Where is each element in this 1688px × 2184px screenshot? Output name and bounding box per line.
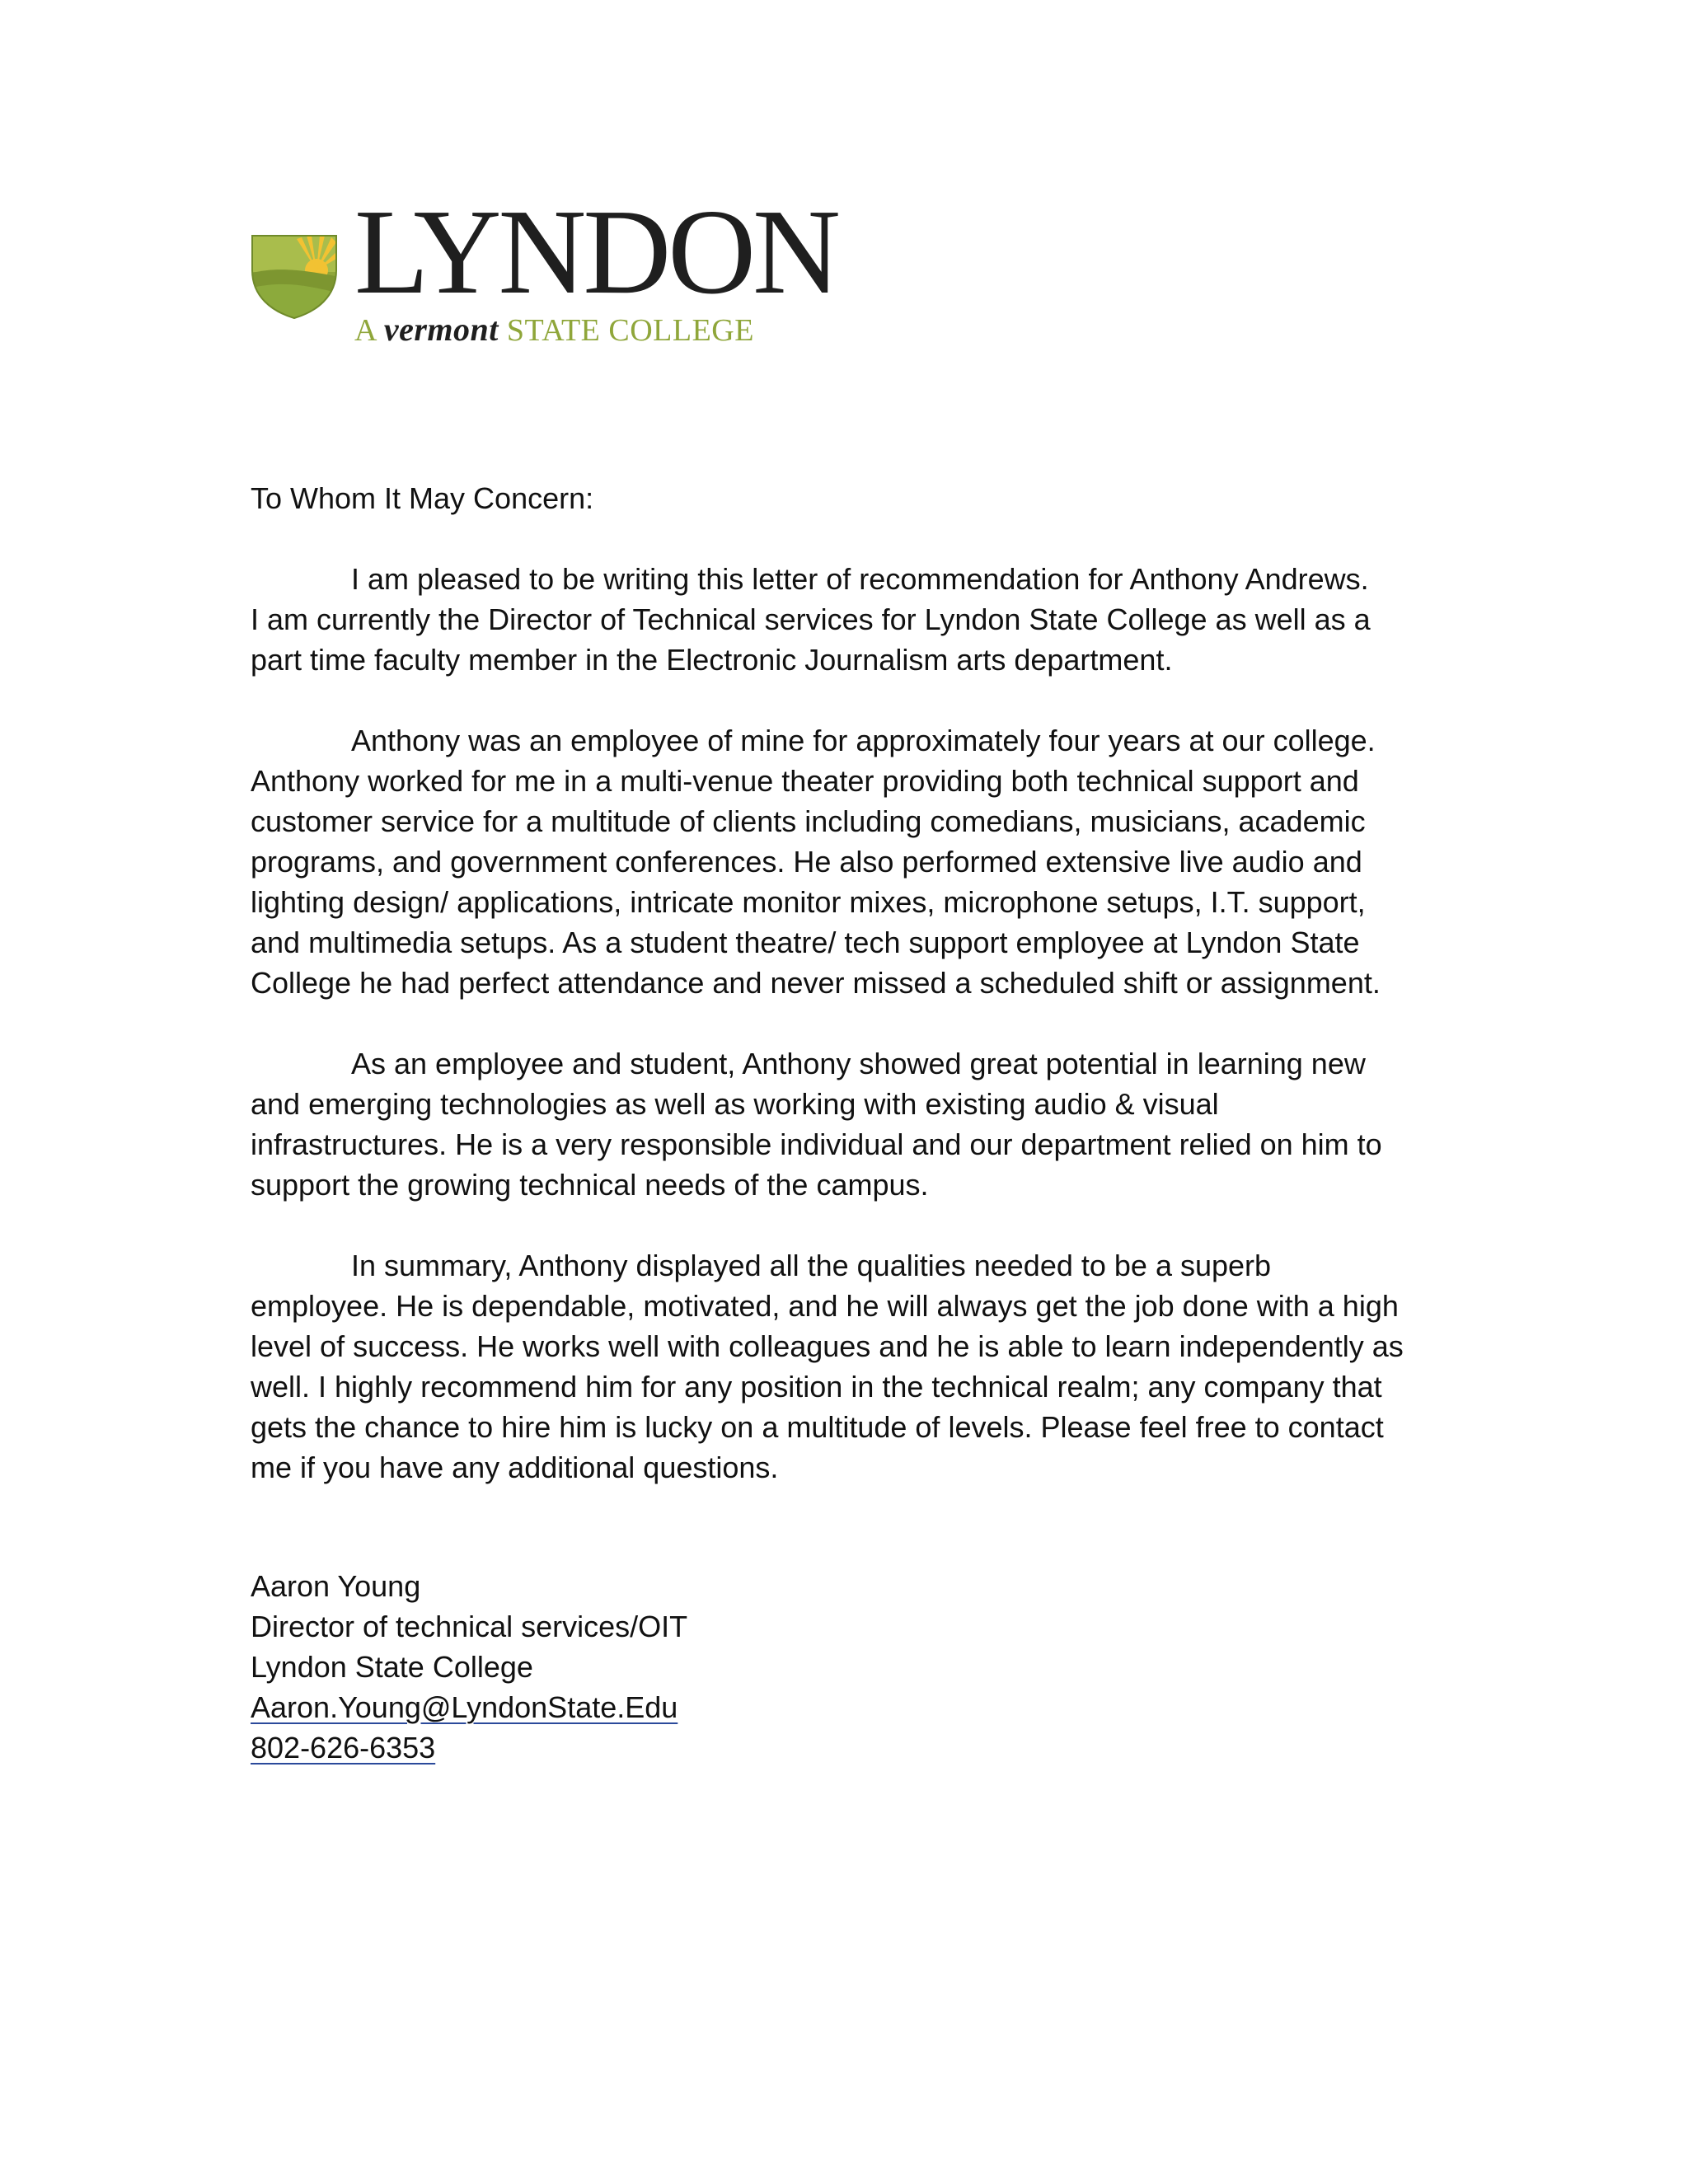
- letter-body: [251, 478, 1446, 1488]
- tagline-state-college: STATE COLLEGE: [506, 313, 754, 348]
- college-logo: [249, 185, 837, 354]
- phone-link[interactable]: 802-626-6353: [251, 1731, 436, 1765]
- tagline-a: A: [354, 313, 376, 348]
- signer-name: Aaron Young: [251, 1569, 421, 1603]
- paragraph-summary: In summary, Anthony displayed all the qualities needed to be a superb employee. He is dependable, motivated, and he will always get the job done with a high level of success. He works well with colleagues and he is able to learn independently as well. I highly recommend him for any position in the technical realm; any company that gets the chance to hire him is lucky on a multitude of levels. Please feel free to contact me if you have any additional questions.: [251, 1249, 1404, 1484]
- salutation: To Whom It May Concern:: [251, 481, 594, 515]
- paragraph-potential: As an employee and student, Anthony showed great potential in learning new and emerging technologies as well as working with existing audio & visual infrastructures. He is a very responsible individual and our department relied on him to support the growing technical needs of the campus.: [251, 1047, 1382, 1202]
- signature-block: [251, 1566, 687, 1768]
- logo-wordmark: LYNDON: [354, 185, 837, 320]
- email-link[interactable]: Aaron.Young@LyndonState.Edu: [251, 1690, 678, 1724]
- signer-title: Director of technical services/OIT: [251, 1610, 688, 1643]
- shield-sun-icon: [249, 231, 340, 320]
- logo-tagline: [354, 313, 754, 346]
- paragraph-employment: Anthony was an employee of mine for approximately four years at our college. Anthony worked for me in a multi-venue theater providing both technical support and customer service for a multitude of clients including comedians, musicians, academic programs, and government conferences. He also performed extensive live audio and lighting design/ applications, intricate monitor mixes, microphone setups, I.T. support, and multimedia setups. As a student theatre/ tech support employee at Lyndon State College he had perfect attendance and never missed a scheduled shift or assignment.: [251, 724, 1381, 1000]
- signer-organization: Lyndon State College: [251, 1650, 533, 1684]
- tagline-vermont: vermont: [383, 311, 499, 348]
- paragraph-introduction: I am pleased to be writing this letter of recommendation for Anthony Andrews. I am currently the Director of Technical services for Lyndon State College as well as a part time faculty member in the Electronic Journalism arts department.: [251, 562, 1371, 677]
